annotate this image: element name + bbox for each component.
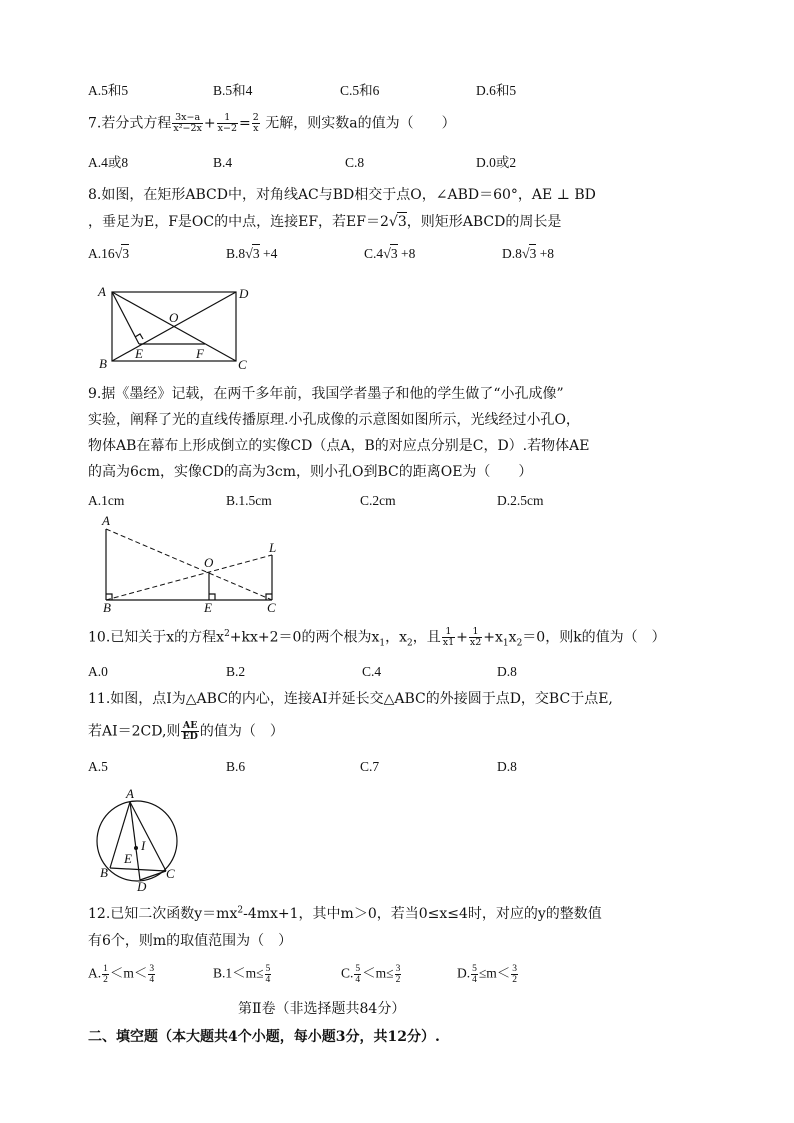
q12-option-a-fraction-1-num: 1 xyxy=(103,964,108,974)
label-b: B xyxy=(99,356,107,371)
q8-option-c-post: +8 xyxy=(397,246,416,261)
q12-option-a-fraction-2-num: 3 xyxy=(149,964,155,974)
label-e: E xyxy=(204,600,212,615)
q8-option-d-post: +8 xyxy=(536,246,555,261)
q12-option-d-mid: ≤m＜ xyxy=(478,965,511,981)
q8-line-2-pre: ，垂足为E，F是OC的中点，连接EF，若EF＝2 xyxy=(88,214,389,230)
q11-line-1: 11.如图，点I为△ABC的内心，连接AI并延长交△ABC的外接圆于点D，交BC于点E, xyxy=(88,691,613,707)
q11-line-2 xyxy=(88,721,284,742)
q12-option-d-fraction-1-den: 4 xyxy=(472,975,477,985)
label-a: A xyxy=(126,786,134,801)
q10-fraction-1-num: 1 xyxy=(442,627,455,638)
q11-line-2-post: 的值为（ ） xyxy=(199,723,284,740)
section-2-title: 第Ⅱ卷（非选择题共84分） xyxy=(238,1001,406,1017)
q8-line-1: 8.如图，在矩形ABCD中，对角线AC与BD相交于点O，∠ABD＝60°，AE ⊥ BD xyxy=(88,187,596,203)
q10-fraction-1 xyxy=(442,627,455,648)
q10-sub-2: 2 xyxy=(407,638,413,649)
q12-option-b-pre: B.1＜m≤ xyxy=(213,965,264,981)
q10-x2: x xyxy=(508,629,517,646)
q12-option-c-fraction-2-num: 3 xyxy=(395,964,401,974)
q10-x1: +x xyxy=(483,629,503,646)
q10-fraction-2-den: x2 xyxy=(469,637,482,648)
q12-line-1-pre: 12.已知二次函数y＝mx xyxy=(88,906,238,922)
q11-line-2-pre: 若AI＝2CD,则 xyxy=(88,723,181,740)
q11-circle-figure xyxy=(92,785,192,893)
q8-line-2-post: ，则矩形ABCD的周长是 xyxy=(406,214,562,230)
q7-prefix: 7.若分式方程 xyxy=(88,115,172,132)
label-f: F xyxy=(196,346,204,361)
q8-rectangle-figure xyxy=(95,282,260,374)
q8-option-c xyxy=(364,244,415,264)
q11-fraction-den: ED xyxy=(182,731,198,742)
label-l: L xyxy=(269,540,277,555)
q10-plus: + xyxy=(456,629,468,646)
label-o: O xyxy=(169,310,179,325)
q12-line-2: 有6个，则m的取值范围为（ ） xyxy=(88,933,293,949)
q9-pinhole-figure xyxy=(95,512,285,617)
q11-option-b: B.6 xyxy=(226,759,246,774)
label-a: A xyxy=(102,513,110,528)
label-e: E xyxy=(124,851,132,866)
q12-line-1 xyxy=(88,905,602,923)
q8-option-a-radicand: 3 xyxy=(122,246,130,261)
q10-option-d: D.8 xyxy=(497,664,517,679)
q7-fraction-1-num: 3x−a xyxy=(172,113,203,124)
q10-x2-sub: 2 xyxy=(516,638,523,649)
q12-option-d-fraction-1-num: 5 xyxy=(472,964,477,974)
label-o: O xyxy=(204,555,214,570)
q12-option-b-fraction xyxy=(265,964,272,985)
q8-option-b-radicand: 3 xyxy=(252,246,260,261)
label-c: C xyxy=(238,357,247,372)
q10-fraction-2-num: 1 xyxy=(469,627,482,638)
q12-option-c-fraction-1 xyxy=(354,964,361,985)
label-b: B xyxy=(100,865,108,880)
q7-equals: = xyxy=(239,115,251,132)
label-c: C xyxy=(166,866,175,881)
q8-option-c-pre: C.4 xyxy=(364,246,384,261)
label-b: B xyxy=(103,600,111,615)
q12-option-a-fraction-2-den: 4 xyxy=(149,975,155,985)
q9-option-c: C.2cm xyxy=(360,493,396,508)
q10-sub-1: 1 xyxy=(379,638,386,649)
q12-option-d-fraction-2-den: 2 xyxy=(512,975,518,985)
q8-option-a xyxy=(88,244,129,264)
q7-fraction-3-num: 2 xyxy=(252,112,259,123)
q12-option-a-pre: A. xyxy=(88,965,102,981)
q12-option-a-mid: ＜m＜ xyxy=(109,965,148,981)
label-a: A xyxy=(98,284,106,299)
sqrt-symbol-icon: √ xyxy=(383,247,391,262)
q10-pre: 10.已知关于x的方程x xyxy=(88,629,225,646)
q7-stem xyxy=(88,113,456,134)
q7-option-d: D.0或2 xyxy=(476,155,517,170)
q12-line-1-post: -4mx+1，其中m＞0，若当0≤x≤4时，对应的y的整数值 xyxy=(243,906,602,922)
q8-option-b xyxy=(226,244,277,264)
q10-comma: ，x xyxy=(385,629,407,646)
sqrt-symbol-icon: √ xyxy=(245,247,253,262)
q12-option-d-fraction-2-num: 3 xyxy=(512,964,518,974)
q10-x1-sub: 1 xyxy=(502,638,509,649)
segment-ad xyxy=(130,802,140,880)
q10-post: ＝0，则k的值为（ ） xyxy=(522,629,666,646)
q7-fraction-3-den: x xyxy=(253,123,259,134)
q11-option-a: A.5 xyxy=(88,759,108,774)
q10-stem xyxy=(88,627,666,648)
q9-line-2: 实验，阐释了光的直线传播原理.小孔成像的示意图如图所示，光线经过小孔O， xyxy=(88,412,580,428)
q9-option-b: B.1.5cm xyxy=(226,493,272,508)
q12-option-a-fraction-1 xyxy=(102,964,109,985)
q9-line-4: 的高为6cm，实像CD的高为3cm，则小孔O到BC的距离OE为（ ） xyxy=(88,464,533,480)
q7-fraction-2-den: x−2 xyxy=(217,123,237,134)
q12-option-a-fraction-2 xyxy=(148,964,155,985)
q12-option-d-fraction-1 xyxy=(471,964,478,985)
q8-option-a-pre: A.16 xyxy=(88,246,115,261)
sqrt-symbol-icon: √ xyxy=(114,247,123,262)
sqrt-symbol-icon: √ xyxy=(388,214,398,230)
q12-option-a xyxy=(88,964,156,985)
q12-option-b xyxy=(213,964,272,985)
q7-option-c: C.8 xyxy=(345,155,365,170)
q12-option-c-fraction-2-den: 2 xyxy=(395,975,401,985)
q8-option-d-pre: D.8 xyxy=(502,246,522,261)
q12-option-d xyxy=(457,964,519,985)
side-ac xyxy=(130,802,166,871)
q10-option-b: B.2 xyxy=(226,664,246,679)
q12-option-c-mid: ＜m≤ xyxy=(362,965,394,981)
q12-option-c-fraction-1-num: 5 xyxy=(355,964,361,974)
q8-option-d-radicand: 3 xyxy=(529,246,537,261)
section-2-heading: 二、填空题（本大题共4个小题，每小题3分，共12分）. xyxy=(88,1029,440,1045)
q6-option-d: D.6和5 xyxy=(476,83,517,98)
q7-plus: + xyxy=(203,115,216,132)
q12-option-a-fraction-1-den: 2 xyxy=(103,975,108,985)
q9-line-1: 9.据《墨经》记载，在两千多年前，我国学者墨子和他的学生做了“小孔成像” xyxy=(88,386,564,402)
q7-fraction-1 xyxy=(172,113,203,134)
q12-option-b-fraction-den: 4 xyxy=(265,975,271,985)
q11-option-c: C.7 xyxy=(360,759,380,774)
q10-option-a: A.0 xyxy=(88,664,108,679)
q6-option-c: C.5和6 xyxy=(340,83,380,98)
label-i: I xyxy=(141,838,146,853)
q8-line-2 xyxy=(88,212,561,231)
q10-and: ，且 xyxy=(412,629,441,646)
q6-option-a: A.5和5 xyxy=(88,83,129,98)
q12-option-c-pre: C. xyxy=(341,965,354,981)
sqrt-symbol-icon: √ xyxy=(521,247,530,262)
q12-option-d-pre: D. xyxy=(457,965,471,981)
q7-fraction-2 xyxy=(217,113,238,134)
incenter-point xyxy=(134,846,138,850)
light-ray-b xyxy=(106,555,272,600)
q6-option-b: B.5和4 xyxy=(213,83,253,98)
q8-option-d xyxy=(502,244,554,264)
q7-suffix: 无解，则实数a的值为（ ） xyxy=(260,115,456,132)
q7-fraction-2-num: 1 xyxy=(217,113,238,124)
q11-option-d: D.8 xyxy=(497,759,517,774)
q12-sup: 2 xyxy=(237,905,244,916)
q9-option-d: D.2.5cm xyxy=(497,493,544,508)
light-ray-a xyxy=(106,529,272,600)
q7-fraction-1-den: x²−2x xyxy=(173,123,202,134)
q12-option-c-fraction-1-den: 4 xyxy=(355,975,361,985)
label-d: D xyxy=(239,286,249,301)
q9-option-a: A.1cm xyxy=(88,493,125,508)
q10-fraction-1-den: x1 xyxy=(442,637,455,648)
q7-fraction-3 xyxy=(252,113,260,134)
q10-option-c: C.4 xyxy=(362,664,382,679)
q10-fraction-2 xyxy=(469,627,482,648)
q7-option-b: B.4 xyxy=(213,155,233,170)
q11-fraction xyxy=(181,721,198,742)
q11-fraction-num: AE xyxy=(182,720,198,731)
q8-radicand: 3 xyxy=(397,214,407,230)
label-e: E xyxy=(135,346,143,361)
q9-line-3: 物体AB在幕布上形成倒立的实像CD（点A，B的对应点分别是C，D）.若物体AE xyxy=(88,438,590,454)
q10-mid: +kx+2＝0的两个根为x xyxy=(229,629,380,646)
q10-sup: 2 xyxy=(224,628,230,639)
label-d: D xyxy=(137,879,147,893)
q12-option-c xyxy=(341,964,402,985)
q8-option-b-pre: B.8 xyxy=(226,246,246,261)
q12-option-b-fraction-num: 5 xyxy=(265,964,271,974)
q8-option-b-post: +4 xyxy=(259,246,278,261)
q12-option-c-fraction-2 xyxy=(395,964,402,985)
label-c: C xyxy=(267,600,276,615)
q8-option-c-radicand: 3 xyxy=(390,246,398,261)
q7-option-a: A.4或8 xyxy=(88,155,129,170)
q12-option-d-fraction-2 xyxy=(511,964,518,985)
